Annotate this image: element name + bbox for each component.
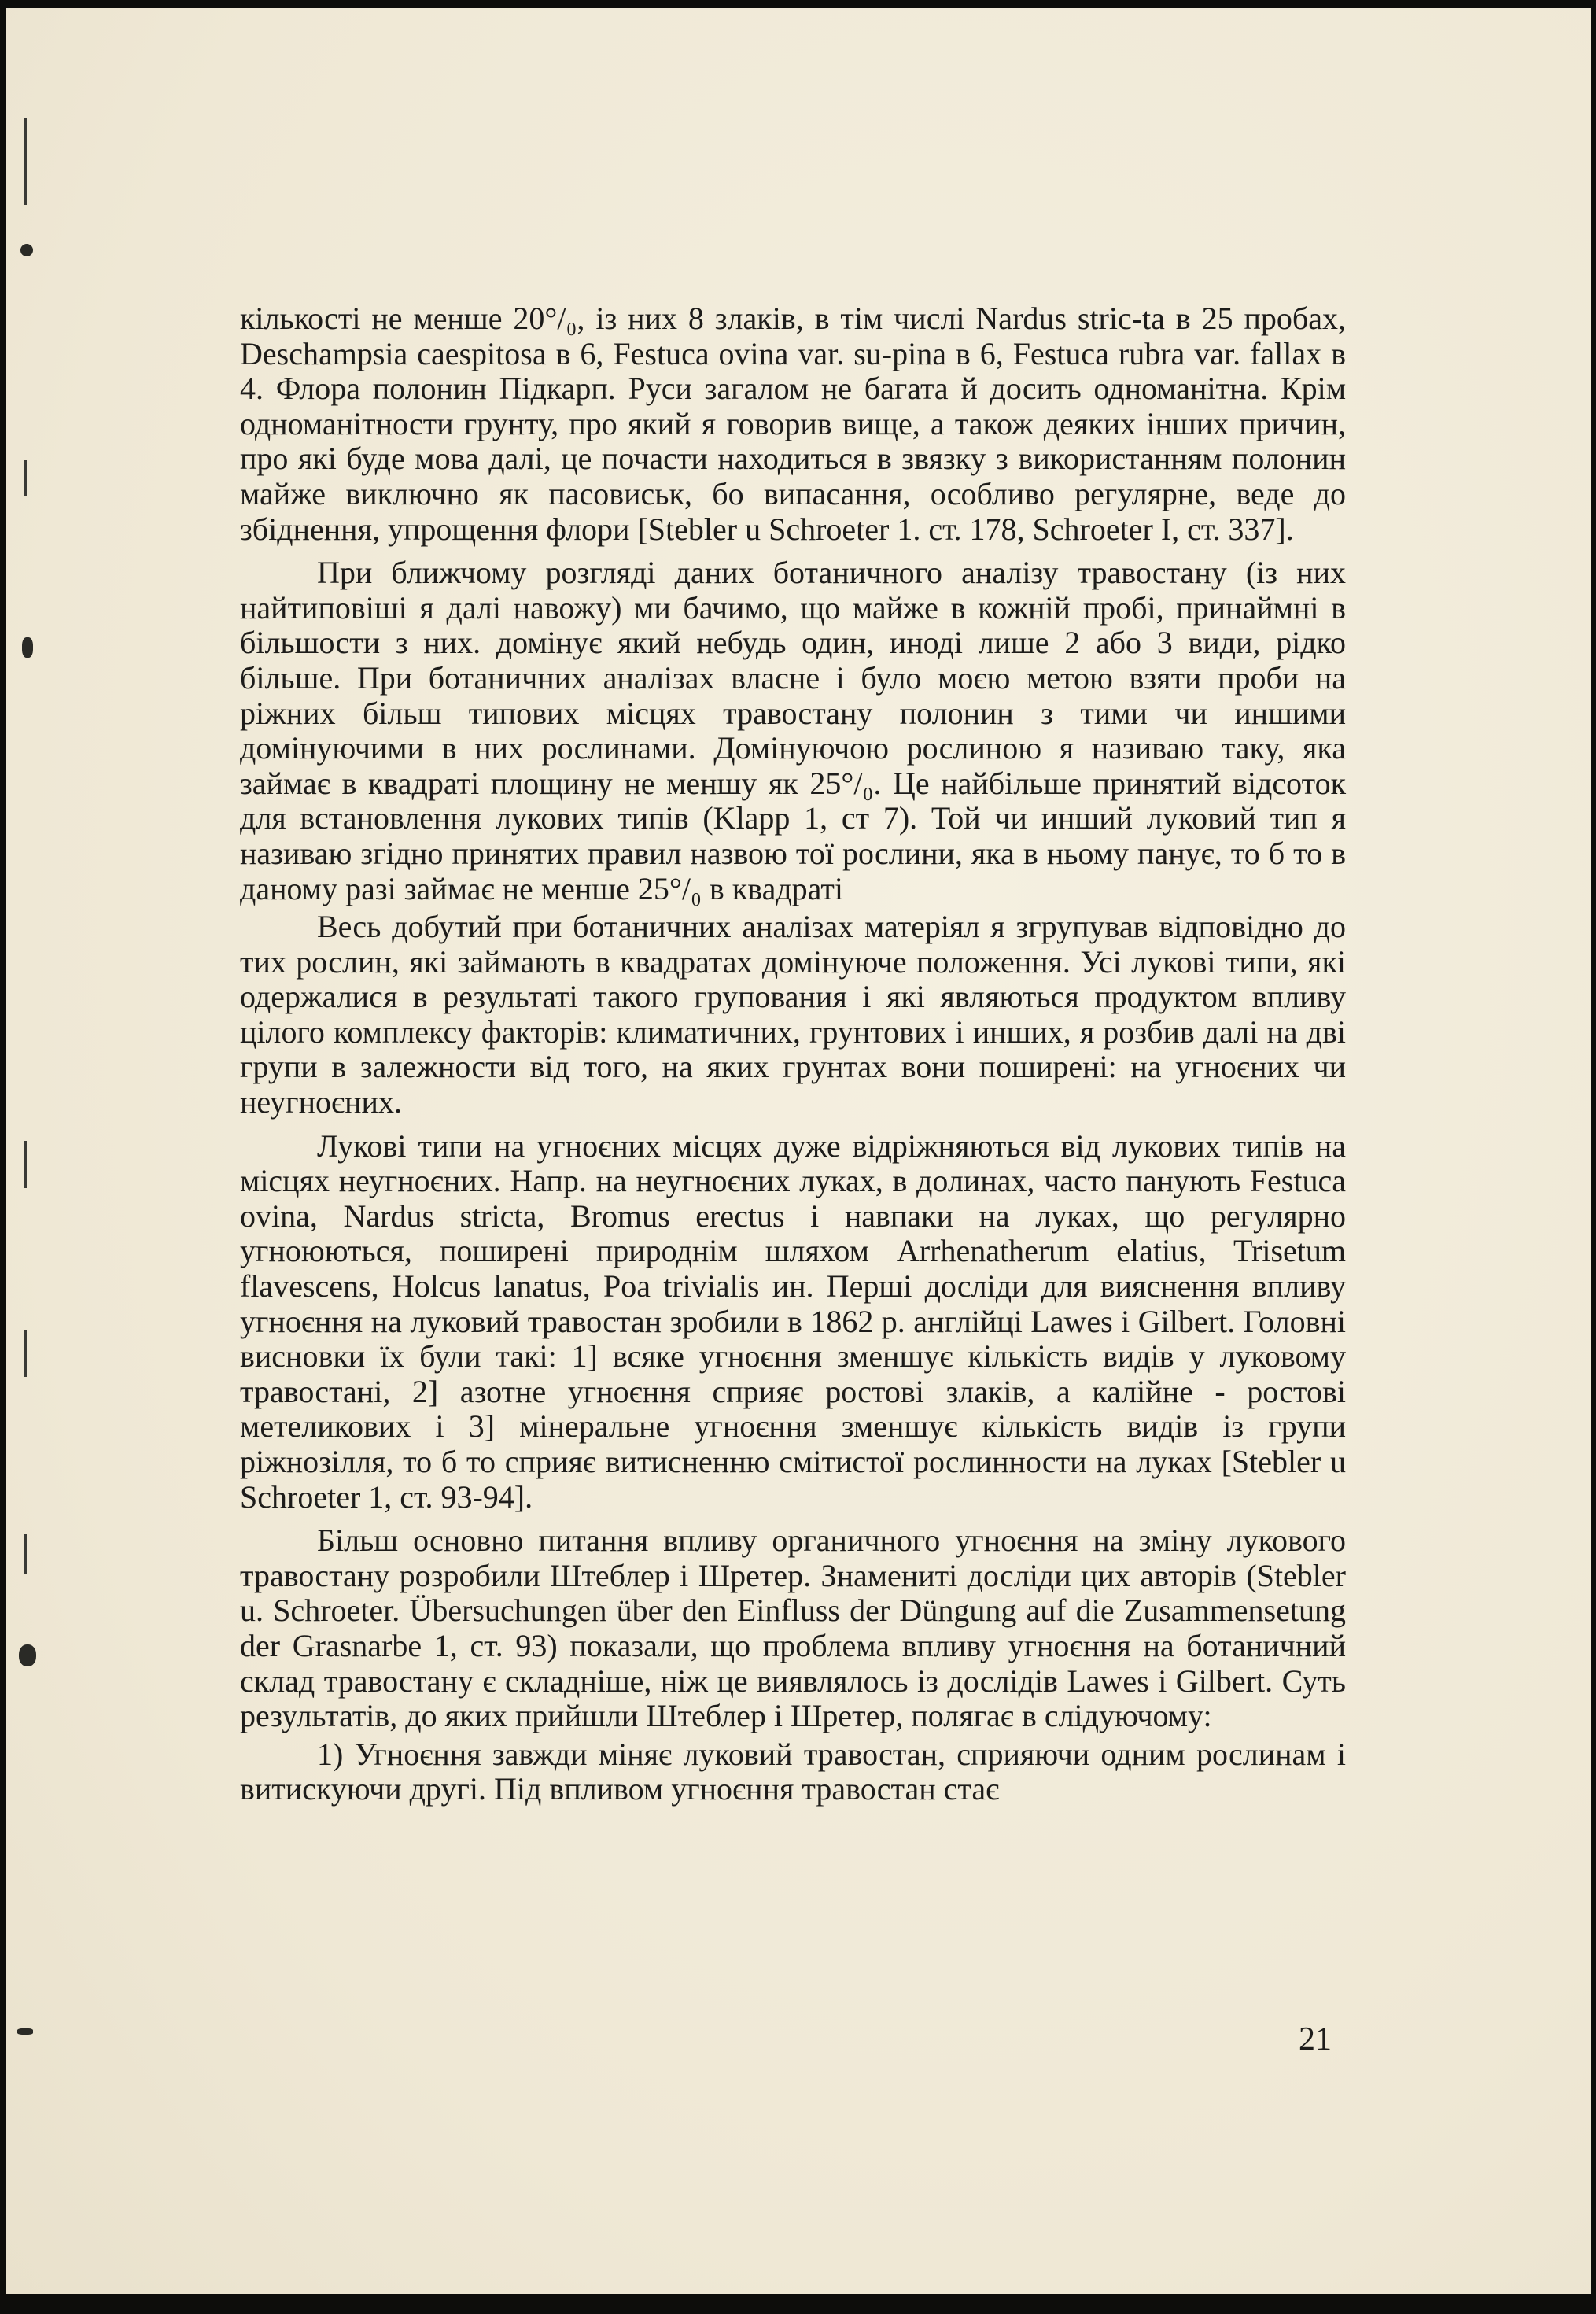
- paragraph: 1) Угноєння завжди міняє луковий травостан, сприяючи одним рослинам і витискуючи другі. Під впливом угноєння травостан стає: [240, 1736, 1346, 1807]
- paragraph: Весь добутий при ботаничних аналізах матеріял я згрупував відповідно до тих рослин, які займають в квадратах домінуюче положення. Усі лукові типи, які одержалися в результаті такого групования і які являються продуктом впливу цілого комплексу факторів: климатичних, грунтових і инших, я розбив далі на дві групи в залежности від того, на яких грунтах вони поширені: на угноєних чи неугноєних.: [240, 909, 1346, 1120]
- margin-binding-mark: [24, 1534, 27, 1574]
- margin-dot: [22, 637, 33, 658]
- margin-dot: [20, 244, 33, 256]
- margin-binding-mark: [24, 460, 27, 496]
- paragraph: Більш основно питання впливу органичного угноєння на зміну лукового травостану розробили Штеблер і Шретер. Знамениті досліди цих авторів (Stebler u. Schroeter. Übersuchungen über den Einfluss der Düngung auf die Zusammensetung der Grasnarbe 1, ст. 93) показали, що проблема впливу угноєння на ботаничний склад травостану є складніше, ніж це виявлялось із дослідів Lawes i Gilbert. Суть результатів, до яких прийшли Штеблер і Шретер, полягає в слідуючому:: [240, 1522, 1346, 1734]
- margin-binding-mark: [24, 118, 27, 205]
- body-text: [240, 301, 1346, 1816]
- margin-binding-mark: [24, 1141, 27, 1188]
- paragraph: Лукові типи на угноєних місцях дуже відріжняються від лукових типів на місцях неугноєних. Напр. на неугноєних луках, в долинах, часто панують Festuca ovina, Nardus stricta, Bromus erectus і навпаки на луках, що регулярно угноюються, поширені природнім шляхом Arrhenatherum elatius, Trisetum flavescens, Holcus lanatus, Poa trivialis ин. Перші досліди для вияснення впливу угноєння на луковий травостан зробили в 1862 р. англійці Lawes і Gilbert. Головні висновки їх були такі: 1] всяке угноєння зменшує кількість видів у луковому травостані, 2] азотне угноєння сприяє ростові злаків, а калійне - ростові метеликових і 3] мінеральне угноєння зменшує кількість видів із групи ріжнозілля, то б то сприяє витисненню смітистої рослинности на луках [Stebler u Schroeter 1, ст. 93-94].: [240, 1127, 1346, 1515]
- paragraph: кількості не менше 20°/₀, із них 8 злаків, в тім числі Nardus stric-ta в 25 пробах, Deschampsia caespitosa в 6, Festuca ovina var. su-pina в 6, Festuca rubra var. fallax в 4. Флора полонин Підкарп. Руси загалом не багата й досить одноманітна. Крім одноманітности грунту, про який я говорив вище, а також деяких інших причин, про які буде мова далі, це почасти находиться в звязку з використанням полонин майже виключно як пасовиськ, бо випасання, особливо регулярне, веде до збіднення, упрощення флори [Stebler u Schroeter 1. ст. 178, Schroeter I, ст. 337].: [240, 301, 1346, 547]
- margin-binding-mark: [24, 1330, 27, 1377]
- margin-dot: [17, 2028, 33, 2035]
- paragraph: При ближчому розгляді даних ботаничного аналізу травостану (із них найтиповіші я далі навожу) ми бачимо, що майже в кожній пробі, принаймні в більшости з них. домінує який небудь один, иноді лише 2 або 3 види, рідко більше. При ботаничних аналізах власне і було моєю метою взяти проби на ріжних більш типових місцях травостану полонин з тими чи иншими домінуючими в них рослинами. Домінуючою рослиною я називаю таку, яка займає в квадраті площину не меншу як 25°/₀. Це найбільше принятий відсоток для встановлення лукових типів (Klapp 1, ст 7). Той чи инший луковий тип я називаю згідно принятих правил назвою тої рослини, яка в ньому панує, то б то в даному разі займає не менше 25°/₀ в квадраті: [240, 555, 1346, 906]
- scanned-page: [6, 8, 1591, 2294]
- page-number: 21: [1299, 2021, 1332, 2058]
- margin-dot: [19, 1644, 36, 1666]
